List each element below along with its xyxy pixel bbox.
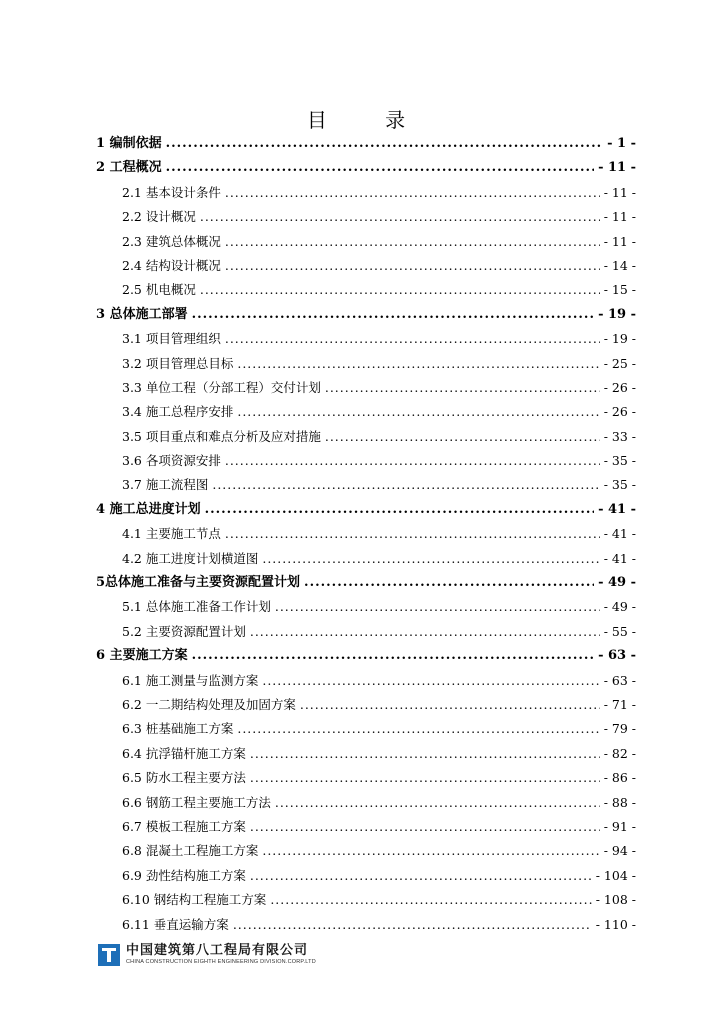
toc-leader-dots [200,205,600,229]
toc-entry-title: 6.9 劲性结构施工方案 [122,867,246,883]
toc-entry-title: 5总体施工准备与主要资源配置计划 [96,575,301,591]
toc-entry-title: 2.4 结构设计概况 [122,257,221,273]
toc-entry-title: 6 主要施工方案 [96,648,188,664]
toc-entry-page: - 11 - [603,233,636,249]
toc-entry-title: 5.2 主要资源配置计划 [122,623,246,639]
toc-entry-page: - 25 - [603,355,636,371]
toc-leader-dots [250,864,592,888]
toc-entry[interactable] [96,791,636,815]
toc-entry-page: - 33 - [603,428,636,444]
toc-entry-title: 6.6 钢筋工程主要施工方法 [122,794,271,810]
toc-entry-page: - 49 - [598,575,636,591]
toc-entry[interactable] [96,498,636,522]
toc-entry[interactable] [96,230,636,254]
toc-entry-title: 6.5 防水工程主要方法 [122,770,246,786]
toc-entry-page: - 19 - [603,331,636,347]
toc-leader-dots [325,425,600,449]
toc-leader-dots [262,669,599,693]
toc-entry-page: - 94 - [603,843,636,859]
toc-entry[interactable] [96,864,636,888]
toc-leader-dots [212,473,599,497]
toc-entry-page: - 11 - [598,160,636,176]
toc-entry[interactable] [96,376,636,400]
toc-entry-title: 2.5 机电概况 [122,282,196,298]
toc-entry-page: - 41 - [598,501,636,517]
toc-entry-page: - 26 - [603,379,636,395]
toc-entry-page: - 110 - [595,916,636,932]
toc-entry[interactable] [96,888,636,912]
toc-entry[interactable] [96,815,636,839]
toc-leader-dots [237,400,599,424]
toc-entry[interactable] [96,522,636,546]
toc-entry[interactable] [96,205,636,229]
toc-leader-dots [262,839,599,863]
toc-leader-dots [225,181,600,205]
toc-leader-dots [250,620,600,644]
toc-leader-dots [233,913,592,937]
toc-entry[interactable] [96,473,636,497]
toc-entry-title: 2.3 建筑总体概况 [122,233,221,249]
toc-entry-page: - 108 - [595,892,636,908]
toc-entry[interactable] [96,595,636,619]
toc-leader-dots [262,547,599,571]
company-footer [98,944,316,966]
toc-entry-page: - 79 - [603,721,636,737]
toc-entry-page: - 104 - [595,867,636,883]
toc-leader-dots [325,376,600,400]
toc-entry-title: 6.4 抗浮锚杆施工方案 [122,745,246,761]
toc-leader-dots [275,595,600,619]
toc-entry-title: 3.7 施工流程图 [122,477,209,493]
toc-leader-dots [225,327,600,351]
toc-entry-page: - 88 - [603,794,636,810]
page-title: 目 录 [306,108,432,132]
toc-entry-title: 6.7 模板工程施工方案 [122,818,246,834]
toc-entry[interactable] [96,303,636,327]
toc-entry-page: - 19 - [598,306,636,322]
toc-entry-page: - 11 - [603,184,636,200]
toc-entry[interactable] [96,839,636,863]
toc-entry-title: 4.2 施工进度计划横道图 [122,550,259,566]
toc-entry-title: 6.2 一二期结构处理及加固方案 [122,696,296,712]
toc-entry[interactable] [96,425,636,449]
toc-entry-title: 4.1 主要施工节点 [122,526,221,542]
toc-entry[interactable] [96,278,636,302]
toc-entry-page: - 1 - [607,136,636,151]
toc-entry[interactable] [96,766,636,790]
toc-entry-title: 4 施工总进度计划 [96,501,201,517]
toc-leader-dots [225,522,600,546]
toc-entry-page: - 35 - [603,477,636,493]
toc-entry-page: - 15 - [603,282,636,298]
toc-entry-title: 6.11 垂直运输方案 [122,916,229,932]
toc-entry-page: - 41 - [603,526,636,542]
toc-leader-dots [225,230,600,254]
toc-entry-title: 2.2 设计概况 [122,209,196,225]
company-name-en: CHINA CONSTRUCTION EIGHTH ENGINEERING DIVISION.CORP.LTD [126,959,316,965]
toc-entry-page: - 11 - [603,209,636,225]
toc-entry-title: 2 工程概况 [96,160,162,176]
toc-leader-dots [205,498,594,522]
toc-leader-dots [304,571,594,595]
toc-entry-title: 2.1 基本设计条件 [122,184,221,200]
toc-entry-page: - 91 - [603,818,636,834]
toc-entry-page: - 14 - [603,257,636,273]
toc-leader-dots [275,791,600,815]
toc-entry-page: - 41 - [603,550,636,566]
toc-entry-title: 3.6 各项资源安排 [122,453,221,469]
toc-entry-title: 3.5 项目重点和难点分析及应对措施 [122,428,321,444]
toc-leader-dots [250,742,600,766]
toc-entry[interactable] [96,352,636,376]
company-name-cn: 中国建筑第八工程局有限公司 [126,943,309,958]
table-of-contents [96,132,636,937]
toc-leader-dots [192,303,594,327]
toc-leader-dots [237,352,599,376]
toc-entry[interactable] [96,547,636,571]
toc-leader-dots [237,717,599,741]
toc-entry-title: 3.2 项目管理总目标 [122,355,234,371]
toc-entry-page: - 82 - [603,745,636,761]
toc-entry-title: 3.1 项目管理组织 [122,331,221,347]
toc-leader-dots [166,156,594,180]
toc-entry[interactable] [96,669,636,693]
toc-entry-page: - 86 - [603,770,636,786]
toc-entry[interactable] [96,400,636,424]
toc-entry-title: 6.3 桩基础施工方案 [122,721,234,737]
company-name [126,944,316,966]
cscec-logo-icon [98,944,120,966]
toc-entry-page: - 63 - [603,672,636,688]
toc-entry-page: - 26 - [603,404,636,420]
toc-entry[interactable] [96,132,636,156]
toc-entry[interactable] [96,913,636,937]
toc-entry-title: 3.3 单位工程（分部工程）交付计划 [122,379,321,395]
toc-entry[interactable] [96,717,636,741]
toc-leader-dots [250,766,600,790]
toc-entry[interactable] [96,449,636,473]
toc-leader-dots [300,693,600,717]
toc-entry[interactable] [96,693,636,717]
toc-leader-dots [200,278,600,302]
toc-leader-dots [192,644,594,668]
toc-entry-page: - 71 - [603,696,636,712]
toc-entry-title: 3.4 施工总程序安排 [122,404,234,420]
toc-entry-title: 6.10 钢结构工程施工方案 [122,892,267,908]
toc-entry-title: 1 编制依据 [96,136,162,151]
toc-entry-page: - 49 - [603,599,636,615]
toc-entry-page: - 63 - [598,648,636,664]
toc-entry[interactable] [96,571,636,595]
toc-entry-title: 6.8 混凝土工程施工方案 [122,843,259,859]
toc-entry-page: - 35 - [603,453,636,469]
toc-leader-dots [225,254,600,278]
toc-leader-dots [225,449,600,473]
toc-leader-dots [250,815,600,839]
toc-entry-title: 5.1 总体施工准备工作计划 [122,599,271,615]
toc-entry[interactable] [96,742,636,766]
toc-entry-title: 3 总体施工部署 [96,306,188,322]
toc-entry-title: 6.1 施工测量与监测方案 [122,672,259,688]
toc-entry[interactable] [96,254,636,278]
toc-entry[interactable] [96,327,636,351]
toc-entry[interactable] [96,644,636,668]
toc-leader-dots [166,132,604,156]
toc-entry[interactable] [96,181,636,205]
toc-entry[interactable] [96,156,636,180]
toc-leader-dots [270,888,591,912]
toc-entry[interactable] [96,620,636,644]
toc-entry-page: - 55 - [603,623,636,639]
